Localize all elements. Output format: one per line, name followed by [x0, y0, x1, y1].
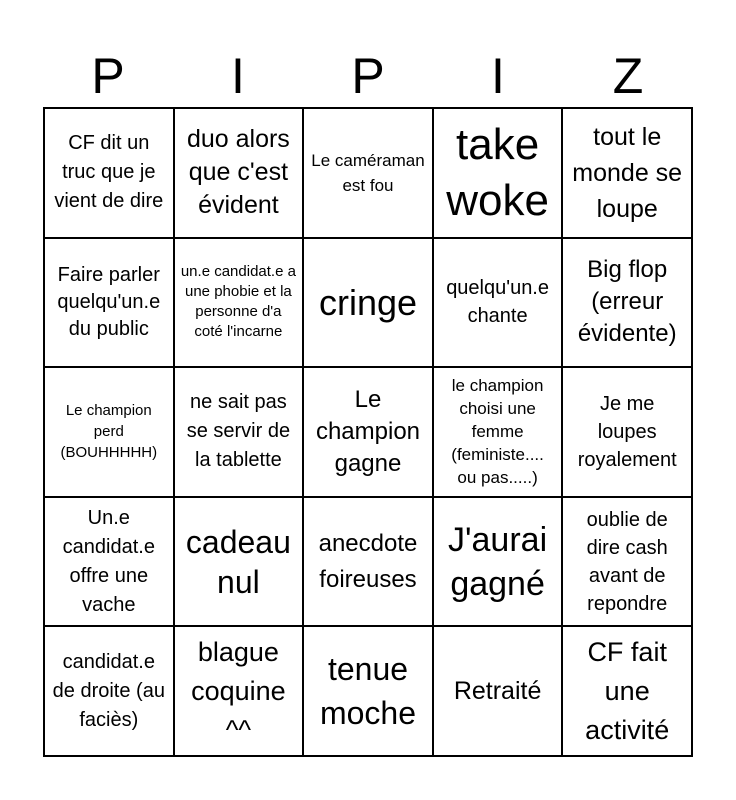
header-letter-5: Z	[612, 48, 644, 104]
bingo-cell[interactable]	[433, 626, 563, 756]
cell-text: un.e candidat.e a une phobie et la personne d'a coté l'incarne	[180, 263, 296, 341]
bingo-cell[interactable]	[562, 626, 692, 756]
cell-text: oublie de dire cash avant de repondre	[586, 508, 668, 615]
bingo-cell[interactable]	[303, 626, 433, 756]
bingo-cell[interactable]	[174, 626, 304, 756]
cell-text: Le champion perd (BOUHHHHH)	[60, 402, 158, 462]
header-letter-2: I	[231, 48, 245, 104]
cell-text: tout le monde se loupe	[572, 122, 683, 223]
cell-text: Faire parler quelqu'un.e du public	[57, 263, 161, 340]
bingo-cell[interactable]	[174, 108, 304, 238]
bingo-cell[interactable]	[174, 238, 304, 368]
cell-text: Big flop (erreur évidente)	[577, 256, 677, 348]
bingo-cell[interactable]	[303, 367, 433, 497]
bingo-cell[interactable]	[433, 238, 563, 368]
cell-text: ne sait pas se servir de la tablette	[186, 391, 291, 472]
cell-text: cadeau nul	[185, 523, 291, 600]
cell-text: Le caméraman est fou	[311, 150, 425, 195]
header-letter-3: P	[351, 48, 385, 104]
bingo-cell[interactable]	[174, 367, 304, 497]
cell-text: candidat.e de droite (au faciès)	[52, 650, 165, 731]
cell-text: Le champion gagne	[315, 385, 421, 477]
cell-text: tenue moche	[319, 651, 417, 732]
cell-text: J'aurai gagné	[448, 520, 548, 603]
bingo-cell[interactable]	[562, 367, 692, 497]
cell-text: Un.e candidat.e offre une vache	[62, 506, 155, 616]
cell-text: duo alors que c'est évident	[186, 125, 290, 220]
bingo-cell[interactable]	[174, 497, 304, 627]
bingo-cell[interactable]	[303, 497, 433, 627]
bingo-cell[interactable]	[44, 238, 174, 368]
cell-text: CF dit un truc que je vient de dire	[54, 132, 164, 213]
bingo-cell[interactable]	[433, 497, 563, 627]
cell-text: blague coquine ^^	[191, 636, 286, 745]
bingo-header	[43, 48, 693, 104]
bingo-cell[interactable]	[433, 367, 563, 497]
cell-text: Je me loupes royalement	[577, 392, 677, 471]
cell-text: le champion choisi une femme (feministe.... ou pas.....)	[451, 376, 544, 488]
bingo-cell[interactable]	[433, 108, 563, 238]
cell-text: take woke	[446, 119, 549, 225]
cell-text: quelqu'un.e chante	[446, 277, 549, 328]
bingo-cell[interactable]	[562, 108, 692, 238]
bingo-cell[interactable]	[303, 238, 433, 368]
bingo-cell[interactable]	[44, 626, 174, 756]
bingo-grid	[43, 107, 693, 757]
bingo-cell[interactable]	[303, 108, 433, 238]
bingo-cell[interactable]	[562, 497, 692, 627]
cell-text: CF fait une activité	[585, 636, 670, 745]
bingo-cell[interactable]	[44, 497, 174, 627]
bingo-cell[interactable]	[562, 238, 692, 368]
bingo-cell[interactable]	[44, 367, 174, 497]
bingo-cell[interactable]	[44, 108, 174, 238]
cell-text: anecdote foireuses	[318, 529, 418, 593]
cell-text: cringe	[318, 281, 418, 323]
cell-text: Retraité	[453, 677, 542, 706]
header-letter-1: P	[91, 48, 125, 104]
header-letter-4: I	[491, 48, 505, 104]
